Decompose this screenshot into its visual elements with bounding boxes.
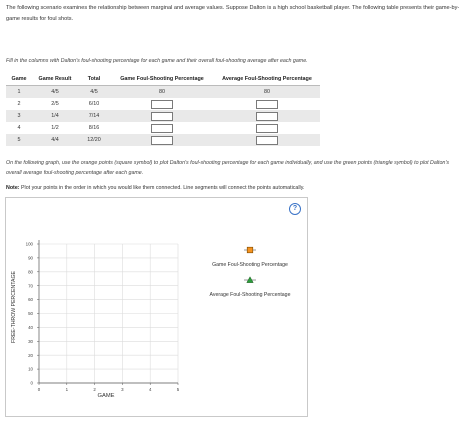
note-text: Plot your points in the order in which you would like them connected. Line segments will connect the points automatically. (19, 185, 305, 191)
game-number: 1 (6, 86, 32, 99)
x-tick-label: 3 (121, 387, 124, 392)
x-tick-label: 1 (65, 387, 69, 392)
y-tick-label: 0 (30, 380, 33, 386)
y-axis-label: FREE-THROW PERCENTAGE (11, 271, 17, 343)
game-result: 4/4 (32, 134, 78, 146)
header-game-pct: Game Foul-Shooting Percentage (110, 73, 214, 86)
header-avg-pct: Average Foul-Shooting Percentage (214, 73, 320, 86)
table-row (6, 110, 320, 122)
game-result: 4/5 (32, 86, 78, 99)
game-pct-input[interactable] (151, 112, 173, 121)
y-tick-label: 90 (28, 255, 33, 261)
avg-pct-input[interactable] (256, 136, 278, 145)
running-total: 8/16 (88, 125, 100, 131)
square-marker-icon (247, 247, 253, 253)
note-label: Note: (6, 185, 20, 191)
game-result: 1/2 (51, 125, 59, 131)
y-tick-label: 20 (28, 352, 33, 358)
table-row (6, 122, 320, 134)
x-tick-label: 0 (37, 387, 41, 392)
table-row (6, 86, 320, 99)
game-pct-tool[interactable] (212, 247, 288, 268)
avg-pct-input[interactable] (256, 124, 278, 133)
game-pct-input[interactable] (151, 100, 173, 109)
header-game: Game (6, 73, 32, 86)
avg-pct-tool[interactable] (210, 277, 291, 298)
avg-pct-input[interactable] (256, 112, 278, 121)
y-tick-label: 50 (28, 311, 33, 317)
game-result: 1/4 (32, 110, 78, 122)
graph-panel (5, 197, 308, 417)
legend-label: Average Foul-Shooting Percentage (209, 292, 291, 298)
x-tick-label: 2 (93, 387, 96, 392)
graph-instruction: On the following graph, use the orange points (square symbol) to plot Dalton's foul-shooting percentage for each game individually, and use the green points (triangle symbol) to plot Dalton's overall average foul-shooting percentage after each game. (6, 160, 449, 176)
y-tick-label: 60 (28, 297, 33, 303)
x-axis-label: GAME (97, 393, 115, 399)
legend-label: Game Foul-Shooting Percentage (212, 262, 288, 268)
help-icon[interactable]: ? (289, 203, 301, 215)
header-total: Total (78, 73, 110, 86)
y-tick-label: 30 (28, 338, 33, 344)
y-tick-label: 70 (28, 283, 33, 289)
y-tick-label: 40 (28, 325, 33, 330)
y-tick-label: 100 (25, 241, 33, 247)
table-row (6, 134, 320, 146)
axes (37, 240, 178, 385)
game-pct-value: 80 (110, 86, 214, 99)
running-total: 12/20 (78, 134, 110, 146)
y-tick-labels (26, 242, 34, 386)
table-row (6, 98, 320, 110)
game-pct-input[interactable] (151, 136, 173, 145)
graph-canvas[interactable] (6, 198, 307, 416)
x-tick-labels (38, 387, 180, 392)
results-table (6, 73, 320, 146)
game-number: 2 (17, 101, 21, 107)
grid-lines (39, 244, 178, 383)
game-number: 4 (17, 125, 21, 131)
header-game-result: Game Result (32, 73, 78, 86)
running-total: 4/5 (78, 86, 110, 99)
running-total: 7/14 (78, 110, 110, 122)
note (6, 185, 304, 191)
game-pct-input[interactable] (151, 124, 173, 133)
y-tick-label: 10 (28, 366, 33, 372)
x-tick-label: 5 (176, 387, 180, 392)
game-number: 3 (6, 110, 32, 122)
game-number: 5 (6, 134, 32, 146)
legend (210, 247, 291, 298)
game-result: 2/5 (51, 101, 59, 107)
y-tick-label: 80 (28, 269, 33, 275)
running-total: 6/10 (88, 101, 100, 107)
x-tick-label: 4 (148, 387, 152, 392)
avg-pct-value: 80 (214, 86, 320, 99)
intro-text: The following scenario examines the relationship between marginal and average values. Suppose Dalton is a high school basketball player. The following table presents their game-by-game results for foul shots. (6, 5, 460, 22)
avg-pct-input[interactable] (256, 100, 278, 109)
fill-instruction: Fill in the columns with Dalton's foul-shooting percentage for each game and their overall foul-shooting average after each game. (6, 58, 308, 64)
